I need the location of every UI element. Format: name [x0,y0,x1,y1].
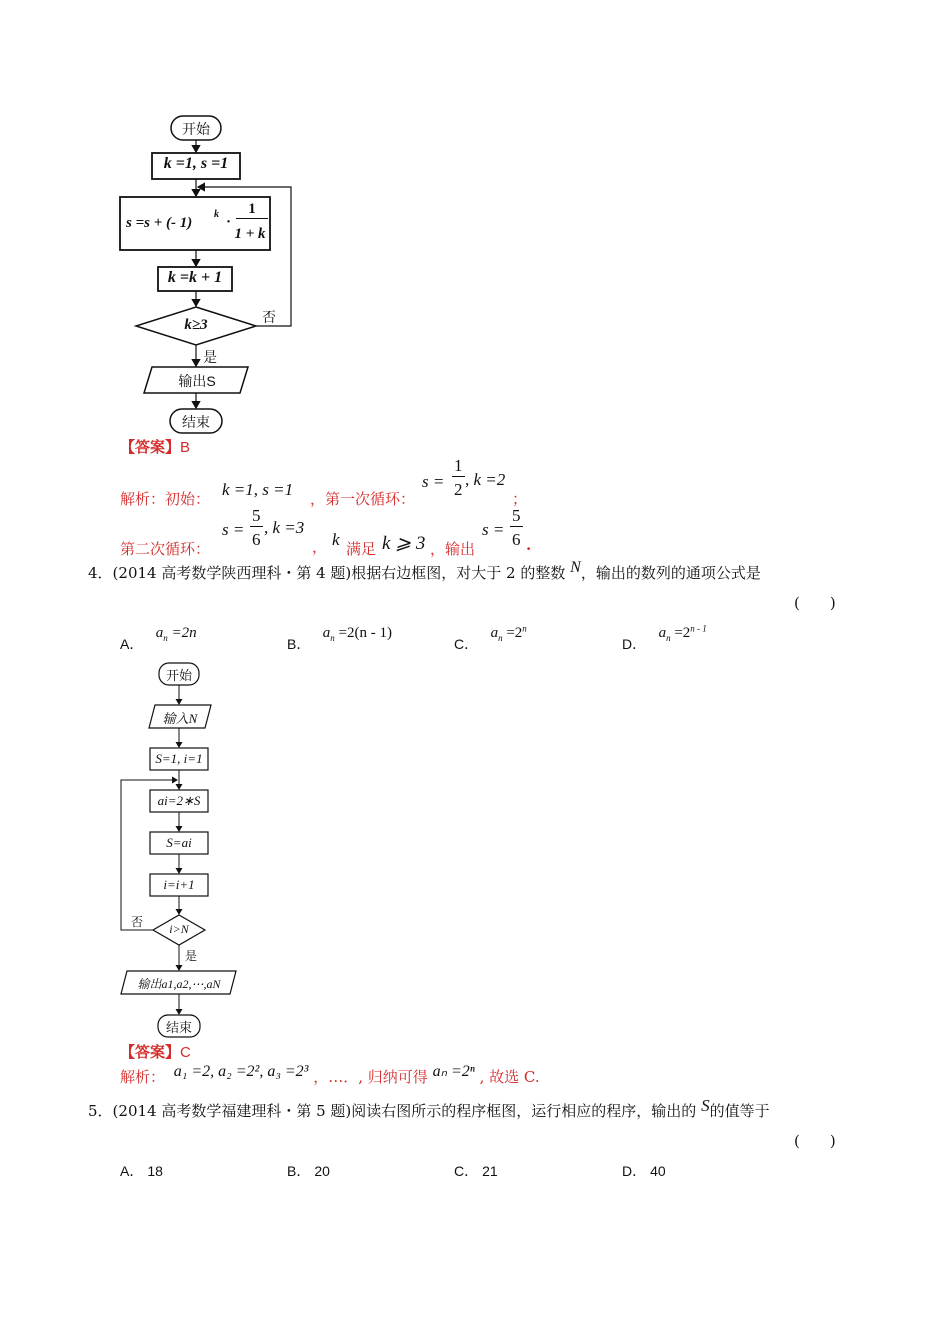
fc2-step1-label: ai=2∗S [157,793,201,808]
q5-option-label: C． [454,1163,479,1179]
fc2-no-label: 否 [131,915,144,929]
fc1-update-exp: k [214,209,219,220]
answer-4 [120,1041,191,1062]
q4-option-sup: n - 1 [690,623,707,634]
expl3-out-s: s = [482,520,505,539]
expl3-end: . [526,536,532,554]
q5-option-label: B． [287,1163,311,1179]
q4-paren: ( ) [794,594,836,612]
expl3-out-den: 6 [512,530,521,549]
expl3-first-end: ； [512,490,528,508]
expl3-first: ，第一次循环： [310,490,416,508]
fc1-output-label: 输出S [178,373,216,389]
answer-4-explanation [120,1063,820,1087]
expl3-cond: k ⩾ 3 [382,533,426,554]
q4-option-sub: n [163,632,168,643]
fc1-incr-label: k =k + 1 [167,269,223,286]
fc1-yes-label: 是 [203,349,217,365]
expl3-second-s: s = [222,520,245,539]
q4-option-rhs: =2 [670,625,691,641]
fc1-start-label: 开始 [182,121,210,137]
q5-option-value: 21 [482,1163,498,1179]
fc2-step3-label: i=i+1 [163,877,195,892]
expl4-mid: ，…．, 归纳可得 [313,1068,428,1086]
q5-number: 5． [88,1102,113,1120]
answer-4-label: 【答案】 [120,1044,181,1061]
q4-option-label: A． [120,636,144,652]
q5-option-label: A． [120,1163,144,1179]
fc2-init-label: S=1, i=1 [155,751,203,766]
q4-option-label: C． [454,636,479,652]
q5-option-value: 40 [650,1163,666,1179]
q5-option-b[interactable] [287,1161,330,1181]
q5-paren: ( ) [794,1132,836,1150]
q4-option-label: D． [622,636,647,652]
q4-option-lhs: a [490,625,499,641]
fc1-init-label: k =1, s =1 [163,155,229,172]
fc2-output-label: 输出a1,a2,⋯,aN [137,977,221,991]
expl3-first-k: , k =2 [465,470,506,489]
answer-3-label: 【答案】 [120,439,181,456]
q4-text: (2014 高考数学陕西理科・第 4 题)根据右边框图，对大于 2 的整数 [112,564,566,582]
expl3-first-s: s = [422,472,445,491]
q4-var: N [570,559,581,576]
expl3-out-num: 5 [512,506,521,525]
q5-var: S [701,1096,710,1115]
q4-option-sub: n [498,632,503,643]
q4-option-lhs: a [155,625,164,641]
expl4-res: aₙ =2ⁿ [432,1063,475,1080]
q4-option-lhs: a [658,625,667,641]
fc1-no-label: 否 [262,309,276,325]
fc1-update-lhs: s =s + (- 1) [126,215,193,231]
fc2-end-label: 结束 [165,1021,192,1036]
q4-option-rhs: =2n [167,625,197,641]
expl4-seq: a₁ =2, a₂ =2², a₃ =2³ [173,1063,309,1080]
answer-3-value: B [180,439,191,456]
expl3-second-k: , k =3 [264,518,305,537]
fc1-cond-label: k≥3 [184,317,208,333]
q4-option-rhs: =2(n - 1) [334,625,392,641]
expl4-end: , 故选 C. [479,1068,540,1086]
q5-option-value: 20 [314,1163,330,1179]
expl3-first-den: 2 [454,480,463,499]
fc1-end-label: 结束 [182,414,210,430]
expl3-init: k =1, s =1 [222,480,294,499]
q4-number: 4． [88,564,113,582]
fc1-update-den: 1 + k [234,226,266,242]
q4-option-sup: n [522,623,527,634]
q4-option-sub: n [666,632,671,643]
fc1-update-dot: · [226,214,232,230]
expl3-k: k [332,530,340,549]
expl3-satisfy: 满足 [346,540,377,558]
expl4-prefix: 解析： [120,1068,166,1086]
expl3-output: ，输出 [430,540,476,558]
q4-option-label: B． [287,636,311,652]
q4-option-lhs: a [322,625,331,641]
q4-text2: ，输出的数列的通项公式是 [580,564,761,582]
fc2-cond-label: i>N [169,922,189,936]
q5-option-value: 18 [147,1163,163,1179]
q5-option-d[interactable] [622,1161,666,1181]
expl3-prefix: 解析：初始： [120,490,211,508]
expl3-first-num: 1 [454,456,463,475]
q5-text2: 的值等于 [709,1102,770,1120]
fc2-step2-label: S=ai [166,835,192,850]
q4-option-rhs: =2 [502,625,523,641]
q5-option-label: D． [622,1163,647,1179]
fc2-start-label: 开始 [165,669,192,684]
answer-4-value: C [180,1044,191,1061]
expl3-second-den: 6 [252,530,261,549]
q5-options [120,1161,820,1185]
q5-option-c[interactable] [454,1161,498,1181]
q5-option-a[interactable] [120,1161,163,1181]
question-5 [88,1096,878,1121]
fc1-update-num: 1 [236,201,268,219]
expl3-second: 第二次循环： [120,540,211,558]
expl3-comma: ， [312,538,328,556]
fc2-input-label: 输入N [162,711,198,726]
fc2-yes-label: 是 [185,949,198,963]
expl3-second-num: 5 [252,506,261,525]
q5-text: (2014 高考数学福建理科・第 5 题)阅读右图所示的程序框图，运行相应的程序，输出的 [112,1102,697,1120]
q4-option-sub: n [330,632,335,643]
